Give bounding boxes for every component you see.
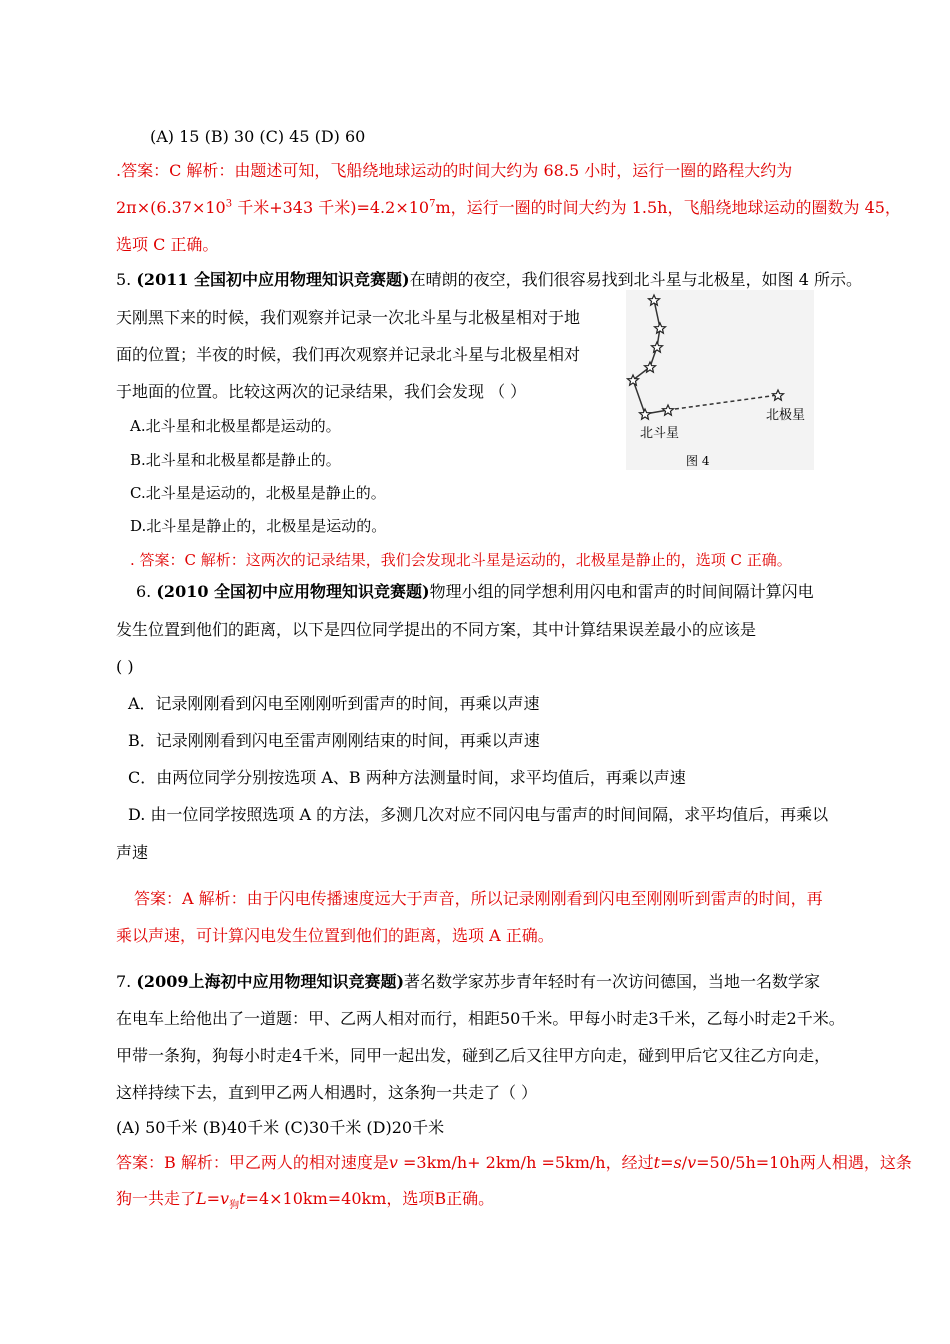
q7-stem-line2: 在电车上给他出了一道题：甲、乙两人相对而行，相距50千米。甲每小时走3千米，乙每小时走2千米。 — [116, 1009, 845, 1028]
q4-answer-line1: .答案：C 解析：由题述可知，飞船绕地球运动的时间大约为 68.5 小时，运行一圈的路程大约为 — [116, 161, 793, 180]
q6-source: (2010 全国初中应用物理知识竞赛题) — [156, 582, 430, 601]
q5-stem-line4: 于地面的位置。比较这两次的记录结果，我们会发现 （ ） — [116, 382, 527, 401]
q7-stem-line4: 这样持续下去，直到甲乙两人相遇时，这条狗一共走了（ ） — [116, 1083, 538, 1102]
label-big-dipper: 北斗星 — [640, 426, 680, 441]
q6-option-d-line2: 声速 — [116, 843, 149, 862]
q4-answer-line3: 选项 C 正确。 — [116, 235, 219, 254]
q7-options: (A) 50千米 (B)40千米 (C)30千米 (D)20千米 — [116, 1118, 445, 1137]
star-icon — [649, 295, 660, 305]
q5-answer: . 答案：C 解析：这两次的记录结果，我们会发现北斗星是运动的，北极星是静止的，选项 C 正确。 — [130, 551, 792, 569]
q7-source: (2009上海初中应用物理知识竞赛题) — [136, 972, 405, 991]
q6-stem-line2: 发生位置到他们的距离，以下是四位同学提出的不同方案，其中计算结果误差最小的应该是 — [116, 620, 757, 639]
q7-stem-line3: 甲带一条狗，狗每小时走4千米，同甲一起出发，碰到乙后又往甲方向走，碰到甲后它又往乙方向走， — [116, 1046, 831, 1065]
figure-caption: 图 4 — [686, 454, 710, 468]
q6-option-d-line1: D. 由一位同学按照选项 A 的方法，多测几次对应不同闪电与雷声的时间间隔，求平均值后，再乘以 — [128, 805, 829, 824]
star-icon — [655, 323, 666, 333]
star-icon — [652, 342, 663, 352]
q6-answer-line1: 答案：A 解析：由于闪电传播速度远大于声音，所以记录刚刚看到闪电至刚刚听到雷声的时间，再 — [134, 889, 823, 908]
q5-source: (2011 全国初中应用物理知识竞赛题) — [136, 270, 410, 289]
q6-option-a: A．记录刚刚看到闪电至刚刚听到雷声的时间，再乘以声速 — [128, 694, 540, 713]
q5-stem-line2: 天刚黑下来的时候，我们观察并记录一次北斗星与北极星相对于地 — [116, 308, 581, 327]
q6-stem-line1: 6. (2010 全国初中应用物理知识竞赛题)物理小组的同学想利用闪电和雷声的时间间隔计算闪电 — [136, 582, 814, 601]
pointer-dashed-line — [668, 395, 778, 410]
q5-option-d: D.北斗星是静止的，北极星是运动的。 — [130, 517, 387, 535]
q4-answer-line2: $2\pi\times(6.37\times 10^3$ 千米+343 千米)$=4.2\times 10^7m$，运行一圈的时间大约为 1.5h，飞船绕地球运动的圈数为 45， — [116, 198, 901, 217]
q7-stem-line1: 7. (2009上海初中应用物理知识竞赛题)著名数学家苏步青年轻时有一次访问德国，当地一名数学家 — [116, 972, 821, 991]
big-dipper-figure — [626, 290, 814, 470]
q6-option-b: B．记录刚刚看到闪电至雷声刚刚结束的时间，再乘以声速 — [128, 731, 540, 750]
q5-stem-line1: 5. (2011 全国初中应用物理知识竞赛题)在晴朗的夜空，我们很容易找到北斗星与北极星，如图 4 所示。 — [116, 270, 862, 289]
q6-paren: ( ) — [116, 657, 134, 676]
q7-answer-line2: 狗一共走了$L=v_狗t=4\times 10km=40km$，选项B正确。 — [116, 1189, 495, 1212]
q6-option-c: C．由两位同学分别按选项 A、B 两种方法测量时间，求平均值后，再乘以声速 — [128, 768, 686, 787]
q5-option-c: C.北斗星是运动的，北极星是静止的。 — [130, 484, 386, 502]
q5-stem-line3: 面的位置；半夜的时候，我们再次观察并记录北斗星与北极星相对 — [116, 345, 581, 364]
q4-options: (A) 15 (B) 30 (C) 45 (D) 60 — [150, 127, 366, 146]
q5-option-a: A.北斗星和北极星都是运动的。 — [130, 417, 341, 435]
q5-option-b: B.北斗星和北极星都是静止的。 — [130, 451, 341, 469]
star-icon — [640, 409, 651, 419]
q7-answer-line1: 答案：B 解析：甲乙两人的相对速度是v =3km/h+ 2km/h =5km/h，经过t=s/v=50/5h=10h两人相遇，这条 — [116, 1153, 912, 1172]
label-polaris: 北极星 — [766, 408, 806, 423]
constellation-diagram — [626, 290, 814, 470]
q6-answer-line2: 乘以声速，可计算闪电发生位置到他们的距离，选项 A 正确。 — [116, 926, 554, 945]
star-icon — [773, 390, 784, 400]
big-dipper-line — [633, 300, 668, 414]
star-icon — [663, 405, 674, 415]
